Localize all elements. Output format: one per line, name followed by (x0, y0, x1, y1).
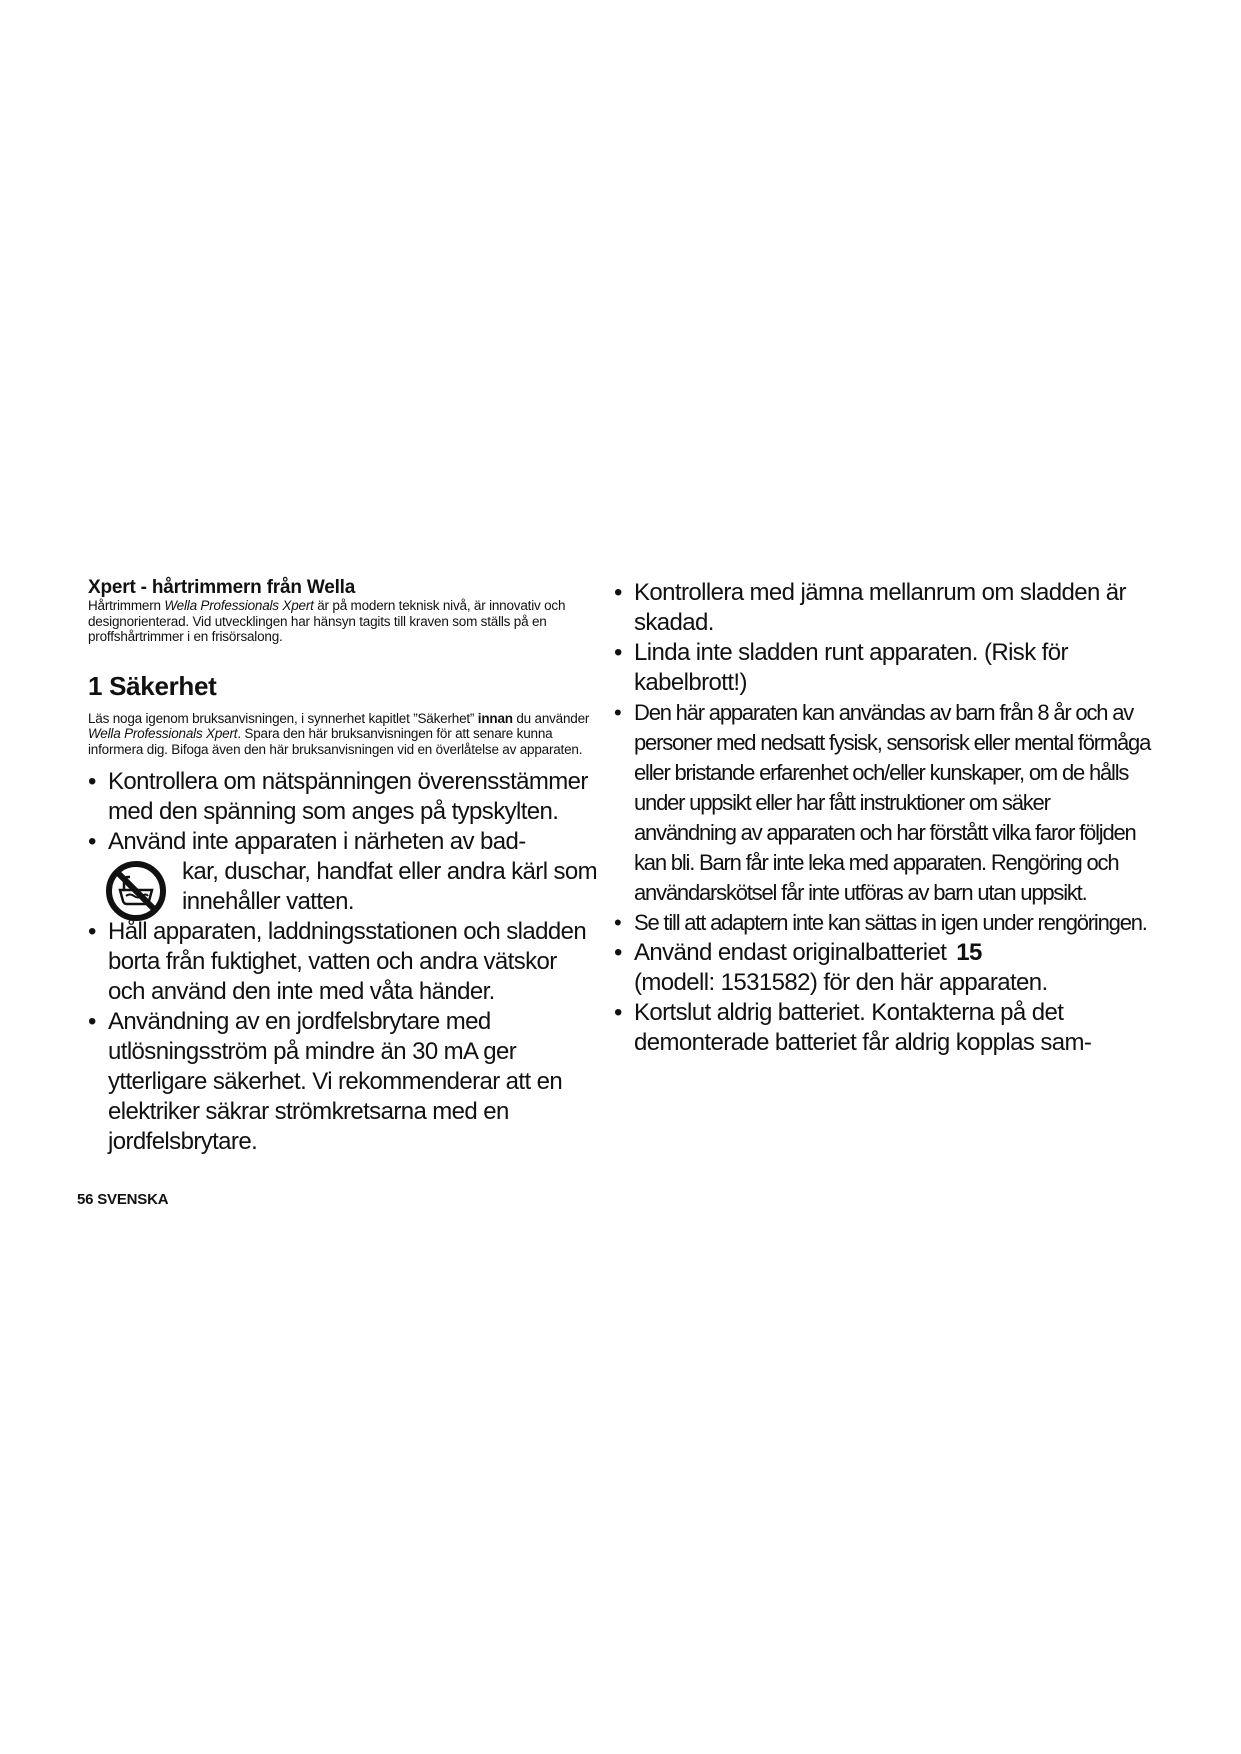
bullet-text: Håll apparaten, laddningsstationen och sladden borta från fuktighet, vatten och andra vätskor och använd den inte med våta händer. (108, 918, 587, 1005)
bullet-dot: • (614, 700, 621, 725)
list-item (614, 908, 1154, 938)
bullet-text-continued: (modell: 1531582) för den här apparaten. (634, 969, 1048, 996)
bullet-dot: • (88, 918, 96, 945)
list-item (614, 638, 1154, 698)
list-item (88, 767, 598, 827)
intro-brand: Wella Professionals Xpert (164, 598, 314, 613)
bullet-text: Kontrollera om nätspänningen överensstämmer med den spänning som anges på typskylten. (108, 768, 588, 825)
page-footer: 56 SVENSKA (77, 1191, 169, 1208)
list-item (614, 998, 1154, 1058)
list-item (88, 1007, 598, 1157)
intro-body (88, 598, 598, 645)
intro-title: Xpert - hårtrimmern från Wella (88, 577, 356, 598)
section-text-3: . Spara den här bruksanvisningen för att senare kunna informera dig. Bifoga även den här bruksanvisningen vid en överlåtelse av apparaten. (88, 726, 583, 757)
bullet-dot: • (614, 999, 622, 1026)
bullet-dot: • (88, 828, 96, 855)
right-bullet-list (614, 578, 1154, 1058)
bullet-text: Användning av en jordfelsbrytare med utlösningsström på mindre än 30 mA ger ytterligare säkerhet. Vi rekommenderar att en elektriker säkrar strömkretsarna med en jordfelsbrytare. (108, 1008, 563, 1155)
section-text-1: Läs noga igenom bruksanvisningen, i synnerhet kapitlet ”Säkerhet” (88, 710, 478, 726)
bullet-dot: • (88, 1008, 96, 1035)
right-column (614, 578, 1154, 1058)
intro-text-start: Hårtrimmern (88, 598, 165, 613)
bullet-dot: • (614, 579, 622, 606)
intro-text-end: är på modern teknisk nivå, är innovativ och designorienterad. Vid utvecklingen har hänsyn tagits till kraven som ställs på en proffshårtrimmer i en frisörsalong. (88, 598, 566, 644)
bullet-dot: • (88, 768, 96, 795)
section-title: 1 Säkerhet (88, 670, 217, 701)
section-brand: Wella Professionals Xpert (88, 726, 238, 741)
left-bullet-list (88, 767, 598, 1157)
list-item (88, 827, 598, 917)
bullet-text: Använd inte apparaten i närheten av bad- (108, 828, 526, 855)
section-text-bold: innan (477, 710, 513, 726)
bullet-dot: • (614, 639, 622, 666)
reference-number: 15 (956, 939, 982, 966)
bullet-text: Kortslut aldrig batteriet. Kontakterna på det demonterade batteriet får aldrig kopplas sam- (634, 999, 1092, 1056)
left-column (88, 578, 598, 1157)
list-item (614, 698, 1154, 908)
no-bathtub-icon (102, 857, 170, 925)
bullet-dot: • (614, 939, 622, 966)
bullet-text: Se till att adaptern inte kan sättas in igen under rengöringen. (634, 910, 1147, 935)
list-item (614, 578, 1154, 638)
bullet-text: Den här apparaten kan användas av barn från 8 år och av personer med nedsatt fysisk, sensorisk eller mental förmåga eller bristande erfarenhet och/eller kunskaper, om de hålls under uppsikt eller har fått instruktioner om säker användning av apparaten och har förstått vilka faror följden kan bli. Barn får inte leka med apparaten. Rengöring och användarskötsel får inte utföras av barn utan uppsikt. (634, 700, 1151, 905)
bullet-text: Använd endast originalbatteriet (634, 939, 947, 966)
section-body (88, 711, 598, 758)
list-item (88, 917, 598, 1007)
section-text-2: du använder (512, 710, 590, 726)
bullet-text-continued: kar, duschar, handfat eller andra kärl som innehåller vatten. (182, 858, 598, 915)
bullet-text: Linda inte sladden runt apparaten. (Risk för kabelbrott!) (634, 639, 1068, 696)
bullet-dot: • (614, 910, 621, 935)
bullet-text: Kontrollera med jämna mellanrum om sladden är skadad. (634, 579, 1126, 636)
list-item (614, 938, 1154, 998)
